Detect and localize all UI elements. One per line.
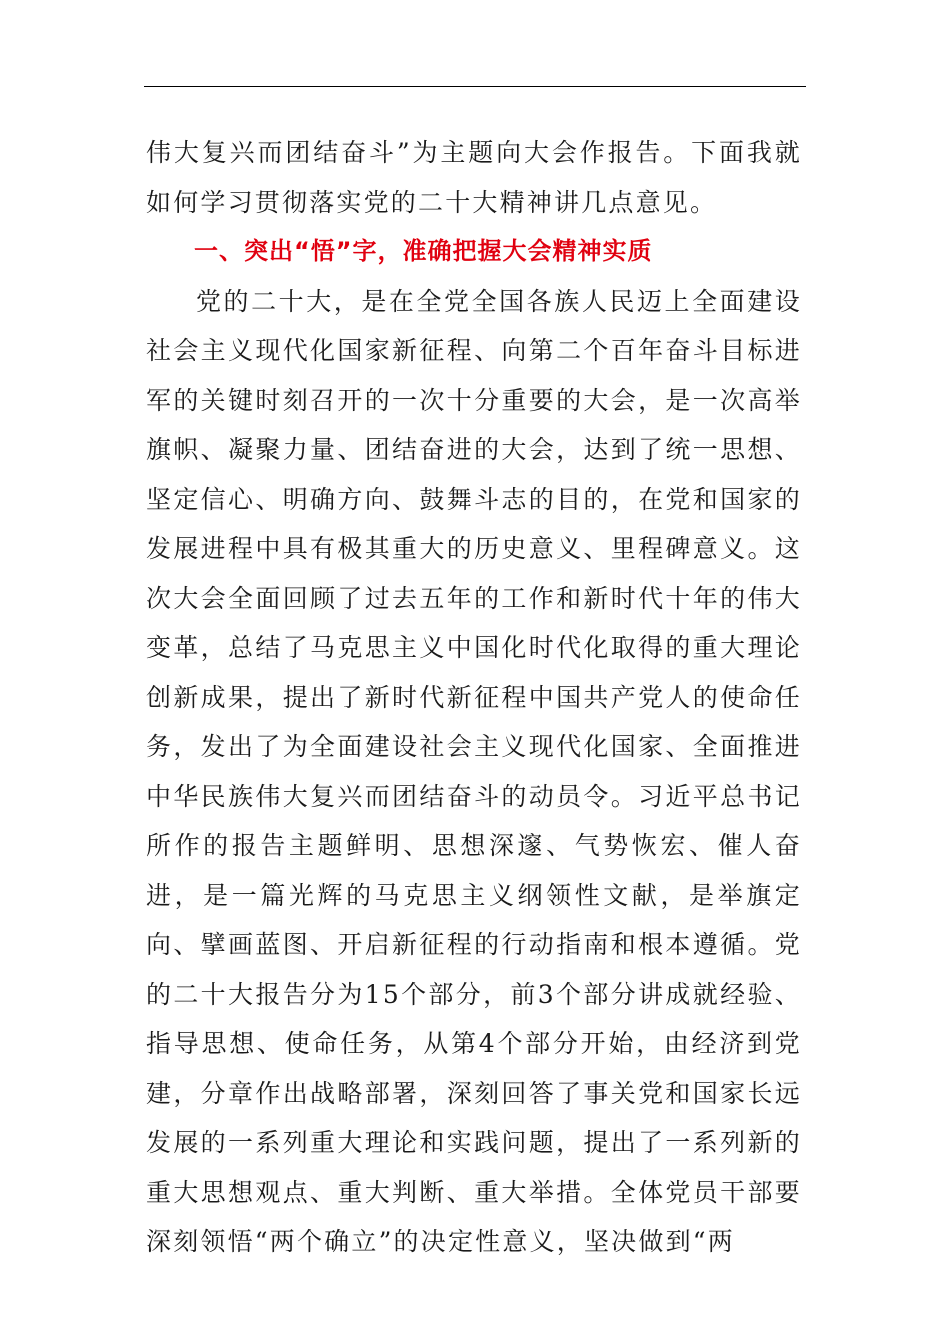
header-rule — [144, 86, 806, 87]
continuation-paragraph: 伟大复兴而团结奋斗”为主题向大会作报告。下面我就如何学习贯彻落实党的二十大精神讲几点意见。 — [146, 138, 802, 217]
document-body — [146, 128, 802, 1267]
body-paragraph: 党的二十大，是在全党全国各族人民迈上全面建设社会主义现代化国家新征程、向第二个百年奋斗目标进军的关键时刻召开的一次十分重要的大会，是一次高举旗帜、凝聚力量、团结奋进的大会，达到了统一思想、坚定信心、明确方向、鼓舞斗志的目的，在党和国家的发展进程中具有极其重大的历史意义、里程碑意义。这次大会全面回顾了过去五年的工作和新时代十年的伟大变革，总结了马克思主义中国化时代化取得的重大理论创新成果，提出了新时代新征程中国共产党人的使命任务，发出了为全面建设社会主义现代化国家、全面推进中华民族伟大复兴而团结奋斗的动员令。习近平总书记所作的报告主题鲜明、思想深邃、气势恢宏、催人奋进，是一篇光辉的马克思主义纲领性文献，是举旗定向、擘画蓝图、开启新征程的行动指南和根本遵循。党的二十大报告分为15个部分，前3个部分讲成就经验、指导思想、使命任务，从第4个部分开始，由经济到党建，分章作出战略部署，深刻回答了事关党和国家长远发展的一系列重大理论和实践问题，提出了一系列新的重大思想观点、重大判断、重大举措。全体党员干部要深刻领悟“两个确立”的决定性意义，坚决做到“两 — [146, 286, 802, 1256]
section-heading: 一、突出“悟”字，准确把握大会精神实质 — [194, 237, 653, 265]
